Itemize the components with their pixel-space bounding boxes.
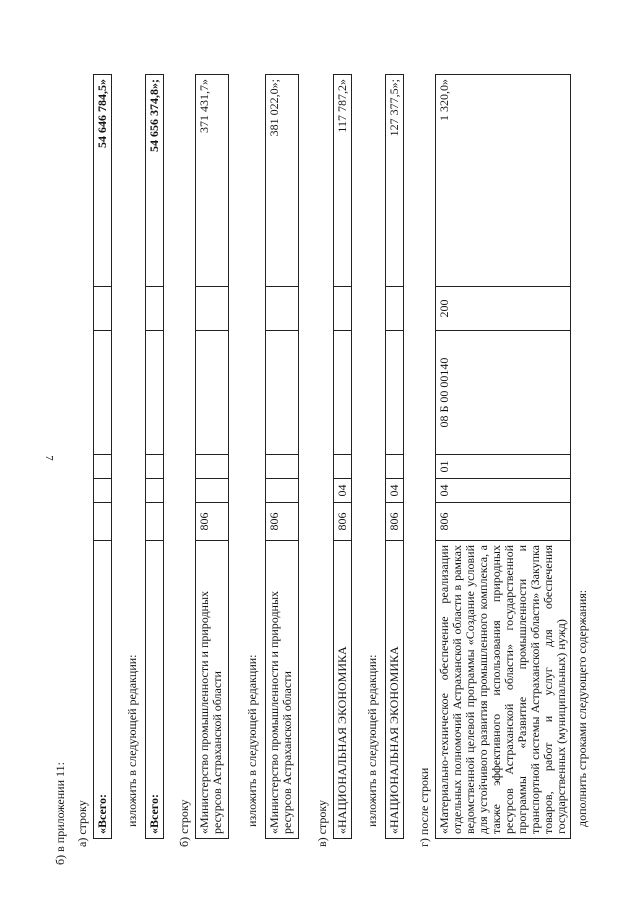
intro-text: б) в приложении 11: [53, 762, 67, 865]
table-total-new [145, 74, 164, 839]
table-row [94, 75, 112, 839]
item-b-label: б) строку [177, 799, 191, 847]
row-target: 08 Б 00 00140 [436, 331, 571, 455]
row-name: «Министерство промышленности и природных ресурсов Астраханской области [196, 541, 229, 839]
row-section: 04 [386, 479, 404, 503]
row-name: «Министерство промышленности и природных ресурсов Астраханской области [266, 541, 299, 839]
row-type: 200 [436, 287, 571, 331]
replace-label-c: изложить в следующей редакции: [365, 654, 379, 827]
row-value: 127 377,5»; [386, 75, 404, 287]
table-ministry-old [195, 74, 229, 839]
row-section: 04 [436, 479, 571, 503]
table-row [334, 75, 352, 839]
page-number: 7 [42, 455, 55, 461]
row-value: 54 656 374,8»; [146, 75, 164, 287]
replace-label-a: изложить в следующей редакции: [125, 654, 139, 827]
table-material [435, 74, 571, 839]
item-a-label: а) строку [75, 800, 89, 847]
row-value: 1 320,0» [436, 75, 571, 287]
table-row [436, 75, 571, 839]
row-value: 371 431,7» [196, 75, 229, 287]
rotated-page-content [42, 67, 605, 867]
replace-label-b: изложить в следующей редакции: [245, 654, 259, 827]
supplement-text: дополнить строками следующего содержания: [575, 589, 589, 827]
row-code: 806 [436, 503, 571, 541]
table-row [386, 75, 404, 839]
table-total-old [93, 74, 112, 839]
row-code: 806 [334, 503, 352, 541]
row-name: «Материально-техническое обеспечение реализации отдельных полномочий Астраханской области в рамках ведомственной целевой программы «Создание условий для устойчивого развития промышленного комплекса, а также эффективного использования природных ресурсов Астраханской области» государственной программы «Развитие промышленности и транспортной системы Астраханской области» (Закупка товаров, работ и услуг для обеспечения государственных (муниципальных) нужд) [436, 541, 571, 839]
row-subsection: 01 [436, 455, 571, 479]
item-v-label: в) строку [315, 799, 329, 847]
row-code: 806 [386, 503, 404, 541]
row-section: 04 [334, 479, 352, 503]
row-name: «Всего: [94, 541, 112, 839]
row-value: 381 022,0»; [266, 75, 299, 287]
item-g-label: г) после строки [417, 767, 431, 847]
row-name: «Всего: [146, 541, 164, 839]
table-economy-old [333, 74, 352, 839]
table-row [266, 75, 299, 839]
row-value: 117 787,2» [334, 75, 352, 287]
row-name: «НАЦИОНАЛЬНАЯ ЭКОНОМИКА [334, 541, 352, 839]
table-row [196, 75, 229, 839]
row-name: «НАЦИОНАЛЬНАЯ ЭКОНОМИКА [386, 541, 404, 839]
table-ministry-new [265, 74, 299, 839]
table-row [146, 75, 164, 839]
row-value: 54 646 784,5» [94, 75, 112, 287]
row-code: 806 [196, 503, 229, 541]
table-economy-new [385, 74, 404, 839]
row-code: 806 [266, 503, 299, 541]
